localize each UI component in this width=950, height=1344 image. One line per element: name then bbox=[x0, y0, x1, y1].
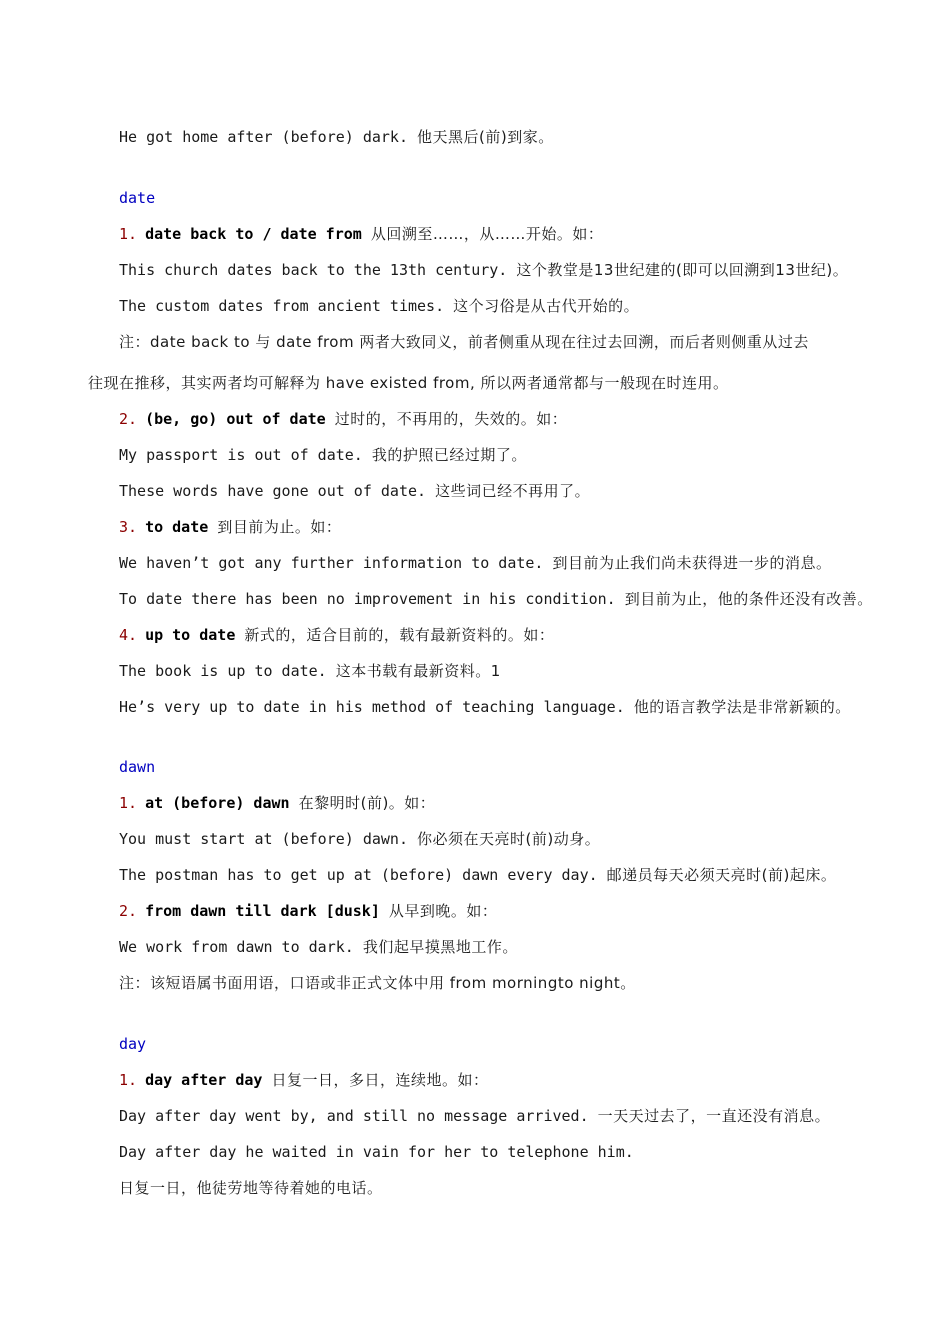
sense-number: 2. bbox=[119, 410, 138, 428]
note-line: 注：该短语属书面用语，口语或非正式文体中用 from morningto night。 bbox=[119, 974, 636, 992]
sense-date-4 bbox=[119, 625, 554, 645]
example-line bbox=[119, 445, 527, 465]
sense-phrase: from dawn till dark [dusk] bbox=[145, 902, 380, 920]
example-en: My passport is out of date. bbox=[119, 446, 363, 464]
sense-date-3 bbox=[119, 517, 341, 537]
example-line bbox=[119, 661, 501, 681]
sense-day-1 bbox=[119, 1070, 489, 1090]
example-line bbox=[119, 260, 848, 280]
example-cn: 这个习俗是从古代开始的。 bbox=[453, 297, 640, 315]
example-en: Day after day he waited in vain for her to telephone him. bbox=[119, 1143, 634, 1161]
sense-gloss: 从回溯至……，从……开始。如： bbox=[370, 225, 604, 243]
note-line: 往现在推移，其实两者均可解释为 have existed from, 所以两者通常都与一般现在时连用。 bbox=[88, 374, 729, 392]
example-en: These words have gone out of date. bbox=[119, 482, 427, 500]
sense-dawn-1 bbox=[119, 793, 435, 813]
example-en: We work from dawn to dark. bbox=[119, 938, 354, 956]
sense-gloss: 在黎明时(前)。如： bbox=[298, 794, 436, 812]
sense-gloss: 新式的，适合目前的，载有最新资料的。如： bbox=[244, 626, 555, 644]
example-line bbox=[119, 697, 851, 717]
example-cn: 到目前为止，他的条件还没有改善。 bbox=[624, 590, 873, 608]
example-en: The postman has to get up at (before) dawn every day. bbox=[119, 866, 598, 884]
sense-number: 1. bbox=[119, 225, 138, 243]
sense-date-1 bbox=[119, 224, 603, 244]
example-en: We haven’t got any further information to date. bbox=[119, 554, 544, 572]
example-line bbox=[119, 1106, 830, 1126]
sense-gloss: 到目前为止。如： bbox=[217, 518, 342, 536]
sense-gloss: 日复一日，多日，连续地。如： bbox=[271, 1071, 489, 1089]
example-en: This church dates back to the 13th century. bbox=[119, 261, 508, 279]
note-line: 注：date back to 与 date from 两者大致同义，前者侧重从现在往过去回溯，而后者则侧重从过去 bbox=[119, 333, 809, 351]
example-cn-line: 日复一日，他徒劳地等待着她的电话。 bbox=[119, 1179, 383, 1197]
example-line bbox=[119, 481, 590, 501]
example-en: Day after day went by, and still no message arrived. bbox=[119, 1107, 589, 1125]
sense-phrase: at (before) dawn bbox=[145, 794, 290, 812]
sense-phrase: up to date bbox=[145, 626, 236, 644]
sense-dawn-2 bbox=[119, 901, 497, 921]
sense-date-2 bbox=[119, 409, 567, 429]
example-cn: 这本书载有最新资料。1 bbox=[335, 662, 501, 680]
example-cn: 邮递员每天必须天亮时(前)起床。 bbox=[606, 866, 837, 884]
example-cn: 他天黑后(前)到家。 bbox=[417, 128, 554, 146]
example-en: To date there has been no improvement in his condition. bbox=[119, 590, 616, 608]
sense-number: 1. bbox=[119, 1071, 138, 1089]
example-cn: 他的语言教学法是非常新颖的。 bbox=[633, 698, 851, 716]
example-cn: 我们起早摸黑地工作。 bbox=[362, 938, 518, 956]
example-cn: 这个教堂是13世纪建的(即可以回溯到13世纪)。 bbox=[516, 261, 849, 279]
example-line bbox=[119, 553, 832, 573]
sense-number: 2. bbox=[119, 902, 138, 920]
example-line bbox=[119, 937, 518, 957]
sense-gloss: 从早到晚。如： bbox=[388, 902, 498, 920]
sense-phrase: day after day bbox=[145, 1071, 263, 1089]
example-line bbox=[119, 829, 600, 849]
headword-dawn: dawn bbox=[119, 758, 156, 776]
example-cn: 这些词已经不再用了。 bbox=[435, 482, 591, 500]
example-line bbox=[119, 589, 873, 609]
example-cn: 我的护照已经过期了。 bbox=[371, 446, 527, 464]
headword-day: day bbox=[119, 1035, 147, 1053]
sense-gloss: 过时的，不再用的，失效的。如： bbox=[334, 410, 568, 428]
sense-phrase: (be, go) out of date bbox=[145, 410, 326, 428]
example-en: He got home after (before) dark. bbox=[119, 128, 408, 146]
example-line bbox=[119, 865, 836, 885]
sense-phrase: date back to / date from bbox=[145, 225, 362, 243]
example-line bbox=[119, 1142, 634, 1162]
headword-date: date bbox=[119, 189, 156, 207]
example-en: The book is up to date. bbox=[119, 662, 327, 680]
example-en: He’s very up to date in his method of teaching language. bbox=[119, 698, 625, 716]
sense-number: 3. bbox=[119, 518, 138, 536]
example-en: You must start at (before) dawn. bbox=[119, 830, 408, 848]
example-line bbox=[119, 296, 639, 316]
example-cn: 你必须在天亮时(前)动身。 bbox=[417, 830, 601, 848]
example-cn: 一天天过去了，一直还没有消息。 bbox=[597, 1107, 831, 1125]
example-cn: 到目前为止我们尚未获得进一步的消息。 bbox=[552, 554, 832, 572]
sense-phrase: to date bbox=[145, 518, 209, 536]
example-en: The custom dates from ancient times. bbox=[119, 297, 445, 315]
sense-number: 4. bbox=[119, 626, 138, 644]
intro-example bbox=[119, 127, 554, 147]
sense-number: 1. bbox=[119, 794, 138, 812]
